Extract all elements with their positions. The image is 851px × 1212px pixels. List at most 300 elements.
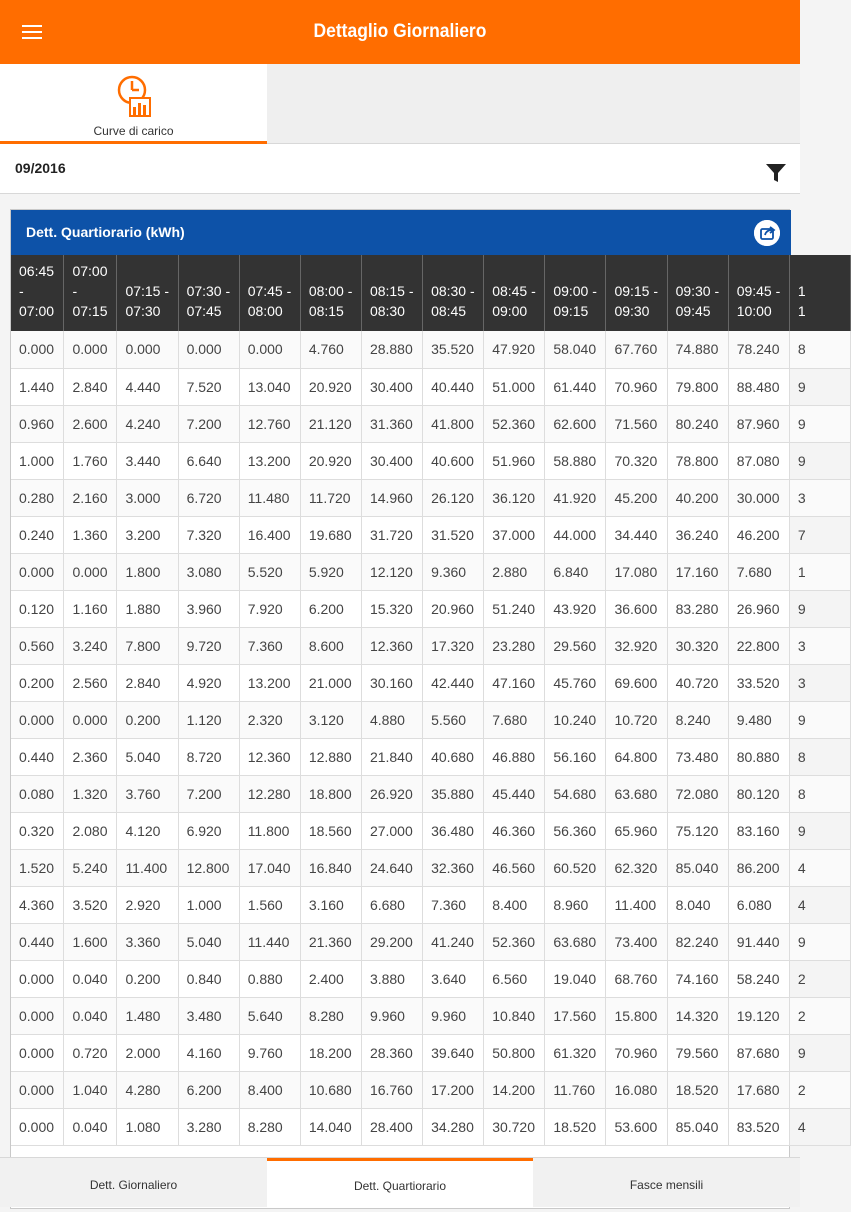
table-cell: 0.000 [178,331,239,368]
table-cell: 5.040 [178,923,239,960]
table-row [11,738,851,775]
table-cell: 79.800 [667,368,728,405]
table-cell: 1.880 [117,590,178,627]
table-cell: 7.360 [239,627,300,664]
share-icon[interactable] [754,220,780,246]
table-row [11,923,851,960]
table-cell: 47.160 [484,664,545,701]
table-cell: 29.560 [545,627,606,664]
table-cell: 30.400 [361,368,422,405]
table-cell: 9 [789,442,850,479]
table-cell: 7.200 [178,775,239,812]
table-cell: 0.000 [117,331,178,368]
table-cell: 30.320 [667,627,728,664]
table-cell: 82.240 [667,923,728,960]
column-header: 08:00 - 08:15 [300,255,361,331]
table-cell: 11.480 [239,479,300,516]
table-cell: 12.880 [300,738,361,775]
table-cell: 1.520 [11,849,64,886]
table-cell: 28.360 [361,1034,422,1071]
table-cell: 14.960 [361,479,422,516]
table-cell: 10.680 [300,1071,361,1108]
table-cell: 5.520 [239,553,300,590]
table-cell: 17.160 [667,553,728,590]
table-cell: 20.960 [423,590,484,627]
table-cell: 86.200 [728,849,789,886]
column-header: 07:45 - 08:00 [239,255,300,331]
table-cell: 0.000 [11,997,64,1034]
table-row [11,553,851,590]
table-cell: 8.720 [178,738,239,775]
table-cell: 65.960 [606,812,667,849]
table-cell: 87.960 [728,405,789,442]
table-cell: 8.280 [239,1108,300,1145]
table-cell: 0.040 [64,1108,117,1145]
table-cell: 0.120 [11,590,64,627]
table-cell: 7.360 [423,886,484,923]
table-cell: 0.000 [64,553,117,590]
table-cell: 1.480 [117,997,178,1034]
table-cell: 31.360 [361,405,422,442]
table-cell: 4.160 [178,1034,239,1071]
table-cell: 0.240 [11,516,64,553]
table-cell: 26.120 [423,479,484,516]
table-cell: 12.360 [239,738,300,775]
table-cell: 14.320 [667,997,728,1034]
table-cell: 1.080 [117,1108,178,1145]
table-row [11,960,851,997]
table-cell: 35.520 [423,331,484,368]
table-cell: 83.160 [728,812,789,849]
table-cell: 64.800 [606,738,667,775]
table-cell: 0.080 [11,775,64,812]
table-cell: 41.920 [545,479,606,516]
table-cell: 24.640 [361,849,422,886]
table-cell: 3 [789,664,850,701]
table-cell: 17.200 [423,1071,484,1108]
column-header: 09:45 - 10:00 [728,255,789,331]
table-cell: 16.840 [300,849,361,886]
table-cell: 52.360 [484,923,545,960]
table-cell: 32.360 [423,849,484,886]
page-title: Dettaglio Giornaliero [313,21,487,42]
table-cell: 23.280 [484,627,545,664]
table-cell: 0.200 [11,664,64,701]
table-cell: 6.200 [300,590,361,627]
table-cell: 2 [789,997,850,1034]
table-cell: 9.480 [728,701,789,738]
table-cell: 20.920 [300,368,361,405]
table-cell: 8 [789,775,850,812]
table-cell: 2.160 [64,479,117,516]
table-cell: 29.200 [361,923,422,960]
table-cell: 6.560 [484,960,545,997]
table-cell: 88.480 [728,368,789,405]
period-label: 09/2016 [15,160,66,176]
table-cell: 0.440 [11,923,64,960]
table-cell: 3.760 [117,775,178,812]
table-cell: 31.520 [423,516,484,553]
table-cell: 83.520 [728,1108,789,1145]
table-row [11,516,851,553]
table-cell: 3.080 [178,553,239,590]
column-header: 09:00 - 09:15 [545,255,606,331]
table-cell: 2.840 [64,368,117,405]
table-cell: 85.040 [667,1108,728,1145]
table-cell: 0.000 [11,960,64,997]
table-cell: 17.080 [606,553,667,590]
table-row [11,1108,851,1145]
table-cell: 4.760 [300,331,361,368]
table-cell: 2.080 [64,812,117,849]
table-cell: 13.200 [239,442,300,479]
filter-funnel-icon[interactable] [765,162,787,184]
table-cell: 3.240 [64,627,117,664]
table-cell: 40.720 [667,664,728,701]
table-cell: 1.760 [64,442,117,479]
table-cell: 8.400 [484,886,545,923]
table-cell: 36.240 [667,516,728,553]
bottom-tab-dett-giornaliero[interactable]: Dett. Giornaliero [89,1178,178,1192]
table-cell: 46.360 [484,812,545,849]
bottom-tab-dett-quartiorario[interactable]: Dett. Quartiorario [267,1158,533,1208]
table-cell: 8.600 [300,627,361,664]
table-row [11,664,851,701]
tab-label: Curve di carico [93,124,174,138]
table-cell: 1.320 [64,775,117,812]
table-cell: 85.040 [667,849,728,886]
table-row [11,368,851,405]
table-cell: 62.600 [545,405,606,442]
bottom-tab-fasce-mensili[interactable]: Fasce mensili [629,1178,704,1192]
table-cell: 3.440 [117,442,178,479]
table-cell: 0.000 [64,701,117,738]
column-header: 06:45 - 07:00 [11,255,64,331]
table-cell: 36.600 [606,590,667,627]
table-cell: 74.880 [667,331,728,368]
table-cell: 78.800 [667,442,728,479]
table-cell: 16.080 [606,1071,667,1108]
table-cell: 30.160 [361,664,422,701]
table-cell: 4.120 [117,812,178,849]
table-cell: 20.920 [300,442,361,479]
table-cell: 45.200 [606,479,667,516]
table-cell: 75.120 [667,812,728,849]
table-cell: 9.760 [239,1034,300,1071]
table-scroll-area[interactable] [11,255,806,1210]
table-cell: 72.080 [667,775,728,812]
table-cell: 26.960 [728,590,789,627]
table-cell: 6.920 [178,812,239,849]
table-row [11,479,851,516]
table-cell: 9 [789,701,850,738]
table-cell: 7.800 [117,627,178,664]
bottom-navigation [0,1157,800,1207]
table-cell: 0.560 [11,627,64,664]
table-cell: 39.640 [423,1034,484,1071]
table-cell: 3.200 [117,516,178,553]
table-cell: 80.240 [667,405,728,442]
table-row [11,997,851,1034]
table-cell: 22.800 [728,627,789,664]
table-cell: 6.720 [178,479,239,516]
table-cell: 50.800 [484,1034,545,1071]
table-cell: 63.680 [606,775,667,812]
table-cell: 67.760 [606,331,667,368]
table-cell: 27.000 [361,812,422,849]
table-cell: 7.680 [728,553,789,590]
table-cell: 83.280 [667,590,728,627]
table-cell: 17.040 [239,849,300,886]
table-cell: 12.120 [361,553,422,590]
table-cell: 11.440 [239,923,300,960]
table-cell: 60.520 [545,849,606,886]
table-cell: 21.360 [300,923,361,960]
table-cell: 2.360 [64,738,117,775]
table-row [11,849,851,886]
table-cell: 56.160 [545,738,606,775]
table-cell: 19.680 [300,516,361,553]
table-cell: 2.400 [300,960,361,997]
table-cell: 10.720 [606,701,667,738]
table-cell: 8.240 [667,701,728,738]
table-cell: 9 [789,812,850,849]
table-cell: 42.440 [423,664,484,701]
table-cell: 4 [789,886,850,923]
table-cell: 52.360 [484,405,545,442]
table-cell: 68.760 [606,960,667,997]
table-cell: 18.200 [300,1034,361,1071]
table-cell: 9 [789,1034,850,1071]
table-cell: 19.120 [728,997,789,1034]
table-cell: 0.000 [11,1034,64,1071]
table-cell: 36.480 [423,812,484,849]
table-cell: 71.560 [606,405,667,442]
table-cell: 21.000 [300,664,361,701]
table-cell: 61.440 [545,368,606,405]
table-cell: 9.960 [423,997,484,1034]
table-cell: 0.840 [178,960,239,997]
table-cell: 45.760 [545,664,606,701]
table-cell: 40.680 [423,738,484,775]
table-cell: 40.200 [667,479,728,516]
table-cell: 37.000 [484,516,545,553]
table-cell: 0.200 [117,960,178,997]
table-cell: 3.640 [423,960,484,997]
table-cell: 0.440 [11,738,64,775]
table-cell: 1.360 [64,516,117,553]
table-cell: 1.600 [64,923,117,960]
table-cell: 21.840 [361,738,422,775]
table-cell: 30.000 [728,479,789,516]
table-cell: 44.000 [545,516,606,553]
table-cell: 58.240 [728,960,789,997]
table-cell: 13.040 [239,368,300,405]
column-header: 09:30 - 09:45 [667,255,728,331]
table-cell: 4 [789,1108,850,1145]
table-row [11,1071,851,1108]
table-cell: 11.720 [300,479,361,516]
table-cell: 70.960 [606,1034,667,1071]
table-cell: 9.960 [361,997,422,1034]
table-cell: 51.240 [484,590,545,627]
column-header: 08:45 - 09:00 [484,255,545,331]
table-cell: 0.040 [64,960,117,997]
table-cell: 63.680 [545,923,606,960]
table-cell: 6.200 [178,1071,239,1108]
app-bar [0,0,800,64]
table-cell: 2.560 [64,664,117,701]
table-cell: 3.000 [117,479,178,516]
table-cell: 0.720 [64,1034,117,1071]
table-cell: 0.000 [11,331,64,368]
table-cell: 87.680 [728,1034,789,1071]
table-cell: 3 [789,479,850,516]
table-cell: 13.200 [239,664,300,701]
table-cell: 61.320 [545,1034,606,1071]
table-cell: 51.960 [484,442,545,479]
table-cell: 73.400 [606,923,667,960]
table-cell: 17.320 [423,627,484,664]
table-cell: 1.040 [64,1071,117,1108]
table-cell: 21.120 [300,405,361,442]
tab-curve-di-carico[interactable] [0,64,267,144]
table-cell: 0.000 [11,1071,64,1108]
table-cell: 73.480 [667,738,728,775]
table-cell: 46.880 [484,738,545,775]
table-cell: 31.720 [361,516,422,553]
table-cell: 0.000 [11,1108,64,1145]
table-cell: 32.920 [606,627,667,664]
table-cell: 1.120 [178,701,239,738]
table-cell: 4.440 [117,368,178,405]
top-tab-strip [0,64,800,144]
table-cell: 1.000 [11,442,64,479]
table-cell: 7 [789,516,850,553]
table-cell: 2.920 [117,886,178,923]
table-cell: 2.320 [239,701,300,738]
table-cell: 0.280 [11,479,64,516]
table-cell: 16.760 [361,1071,422,1108]
table-cell: 9 [789,368,850,405]
table-row [11,886,851,923]
table-cell: 18.520 [667,1071,728,1108]
table-cell: 12.760 [239,405,300,442]
table-cell: 5.240 [64,849,117,886]
table-cell: 6.640 [178,442,239,479]
table-row [11,405,851,442]
table-cell: 80.880 [728,738,789,775]
table-cell: 3 [789,627,850,664]
table-cell: 5.640 [239,997,300,1034]
table-cell: 40.600 [423,442,484,479]
table-row [11,775,851,812]
table-cell: 46.200 [728,516,789,553]
table-cell: 4.880 [361,701,422,738]
table-row [11,701,851,738]
table-cell: 45.440 [484,775,545,812]
table-cell: 41.240 [423,923,484,960]
table-cell: 7.920 [239,590,300,627]
table-row [11,442,851,479]
table-cell: 1.560 [239,886,300,923]
table-cell: 7.680 [484,701,545,738]
table-cell: 15.800 [606,997,667,1034]
table-cell: 1.000 [178,886,239,923]
column-header: 07:30 - 07:45 [178,255,239,331]
filter-bar [0,144,800,194]
table-cell: 74.160 [667,960,728,997]
table-cell: 10.240 [545,701,606,738]
table-cell: 58.040 [545,331,606,368]
table-cell: 2 [789,960,850,997]
table-cell: 0.000 [239,331,300,368]
table-cell: 8 [789,738,850,775]
table-cell: 35.880 [423,775,484,812]
hamburger-menu-icon[interactable] [22,22,42,42]
table-cell: 3.880 [361,960,422,997]
table-cell: 17.680 [728,1071,789,1108]
table-cell: 54.680 [545,775,606,812]
table-row [11,627,851,664]
table-cell: 9 [789,923,850,960]
table-cell: 11.760 [545,1071,606,1108]
table-cell: 3.360 [117,923,178,960]
table-cell: 43.920 [545,590,606,627]
table-cell: 0.200 [117,701,178,738]
table-cell: 8.960 [545,886,606,923]
table-cell: 28.400 [361,1108,422,1145]
table-cell: 0.880 [239,960,300,997]
table-cell: 28.880 [361,331,422,368]
clock-chart-icon [116,74,152,118]
table-cell: 6.080 [728,886,789,923]
table-cell: 4.240 [117,405,178,442]
table-cell: 2 [789,1071,850,1108]
table-cell: 12.800 [178,849,239,886]
table-cell: 3.160 [300,886,361,923]
table-cell: 33.520 [728,664,789,701]
table-cell: 7.320 [178,516,239,553]
table-cell: 9 [789,405,850,442]
table-cell: 12.360 [361,627,422,664]
quarter-hour-card [10,209,806,1209]
table-row [11,812,851,849]
table-cell: 18.560 [300,812,361,849]
card-title: Dett. Quartiorario (kWh) [26,224,185,240]
table-cell: 16.400 [239,516,300,553]
table-cell: 47.920 [484,331,545,368]
table-cell: 30.400 [361,442,422,479]
table-cell: 34.440 [606,516,667,553]
table-cell: 11.400 [606,886,667,923]
table-cell: 1 [789,553,850,590]
table-cell: 58.880 [545,442,606,479]
table-cell: 46.560 [484,849,545,886]
table-row [11,331,851,368]
table-cell: 10.840 [484,997,545,1034]
table-cell: 5.040 [117,738,178,775]
table-cell: 6.840 [545,553,606,590]
column-header: 07:00 - 07:15 [64,255,117,331]
table-cell: 0.320 [11,812,64,849]
table-cell: 18.520 [545,1108,606,1145]
column-header: 09:15 - 09:30 [606,255,667,331]
table-cell: 2.000 [117,1034,178,1071]
table-cell: 12.280 [239,775,300,812]
table-cell: 19.040 [545,960,606,997]
table-cell: 6.680 [361,886,422,923]
